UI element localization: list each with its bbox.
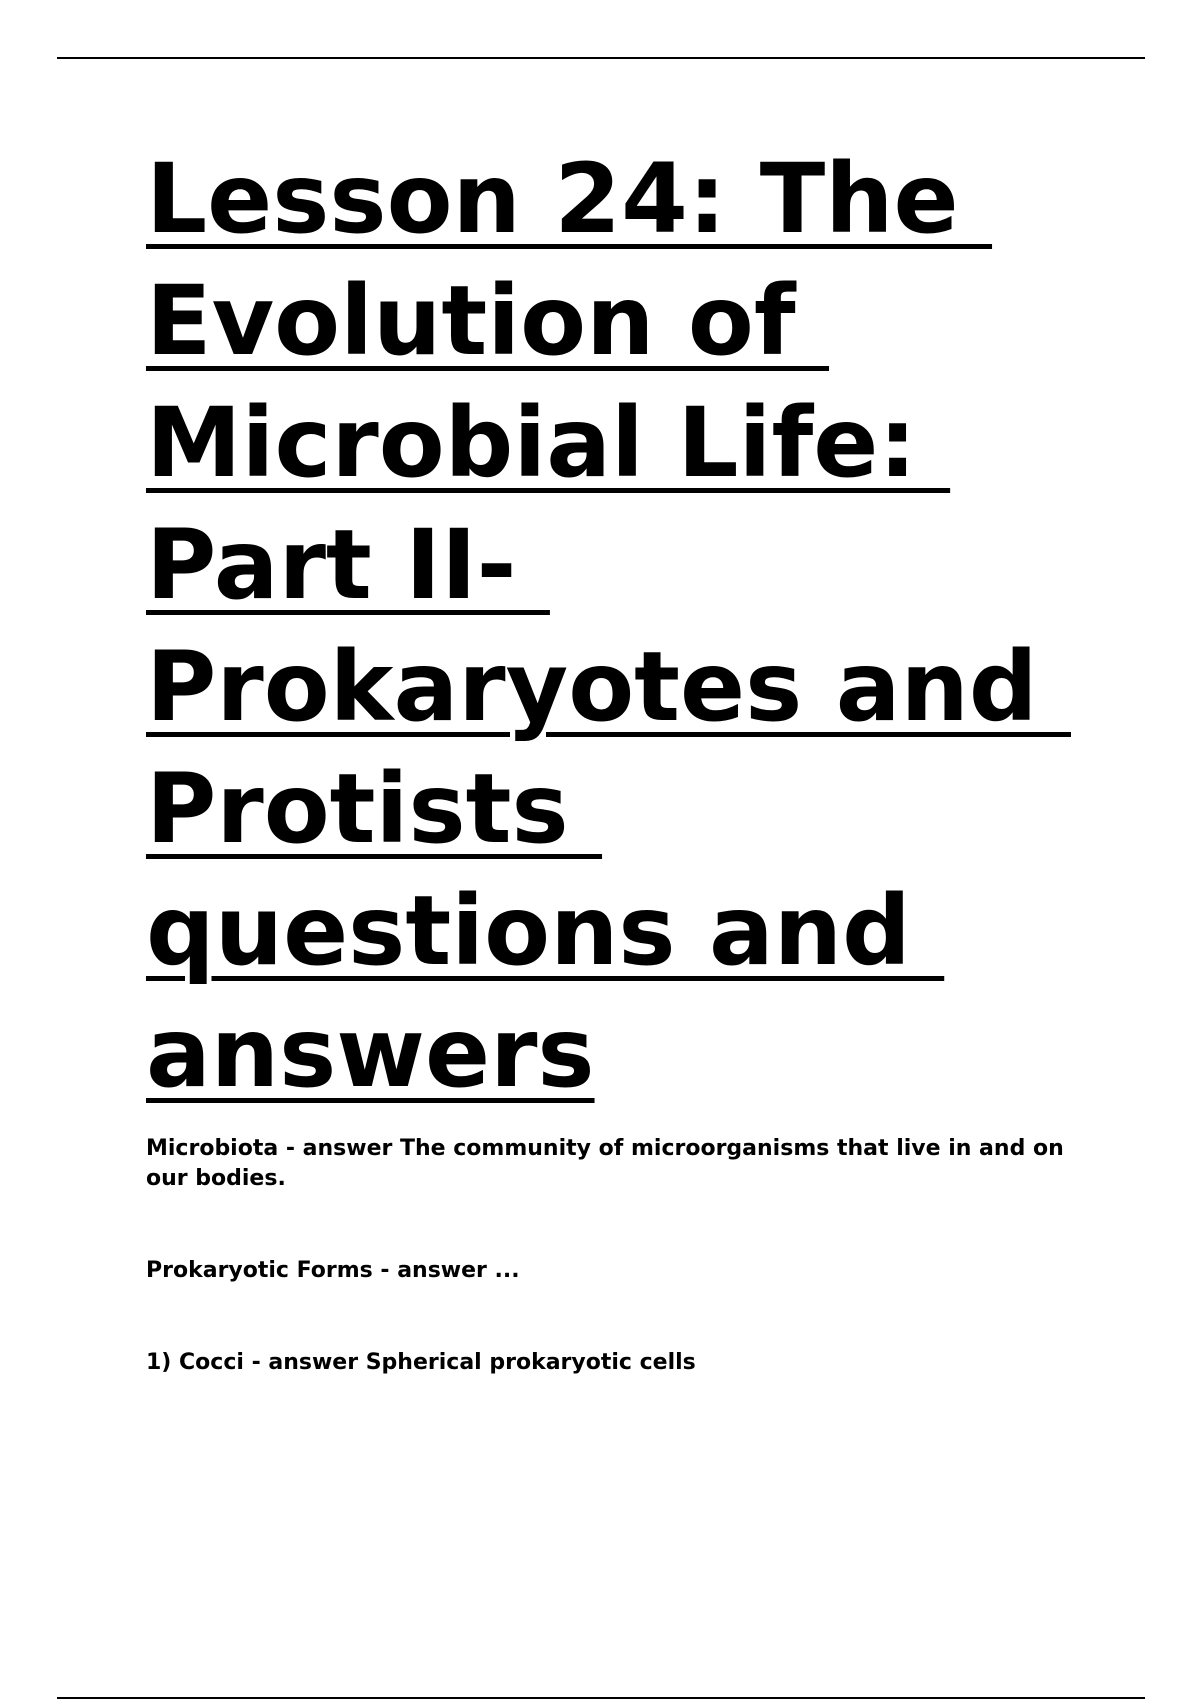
qa-list	[146, 1134, 1096, 1378]
document-body	[146, 138, 1096, 1378]
title-line-1: Lesson 24: The	[146, 143, 993, 255]
title-line-6: Protists	[146, 753, 603, 865]
title-line-8: answers	[146, 997, 595, 1109]
title-line-3: Microbial Life:	[146, 387, 951, 499]
top-rule	[57, 57, 1145, 59]
document-title	[146, 138, 1096, 1114]
qa-entry-prokaryotic-forms: Prokaryotic Forms - answer ...	[146, 1258, 520, 1283]
title-line-4: Part II-	[146, 509, 550, 621]
qa-entry-microbiota: Microbiota - answer The community of microorganisms that live in and on our bodies.	[146, 1136, 1064, 1191]
qa-entry-cocci: 1) Cocci - answer Spherical prokaryotic cells	[146, 1350, 696, 1375]
title-line-5: Prokaryotes and	[146, 631, 1071, 743]
title-line-2: Evolution of	[146, 265, 830, 377]
title-line-7: questions and	[146, 875, 945, 987]
bottom-rule	[57, 1697, 1145, 1699]
